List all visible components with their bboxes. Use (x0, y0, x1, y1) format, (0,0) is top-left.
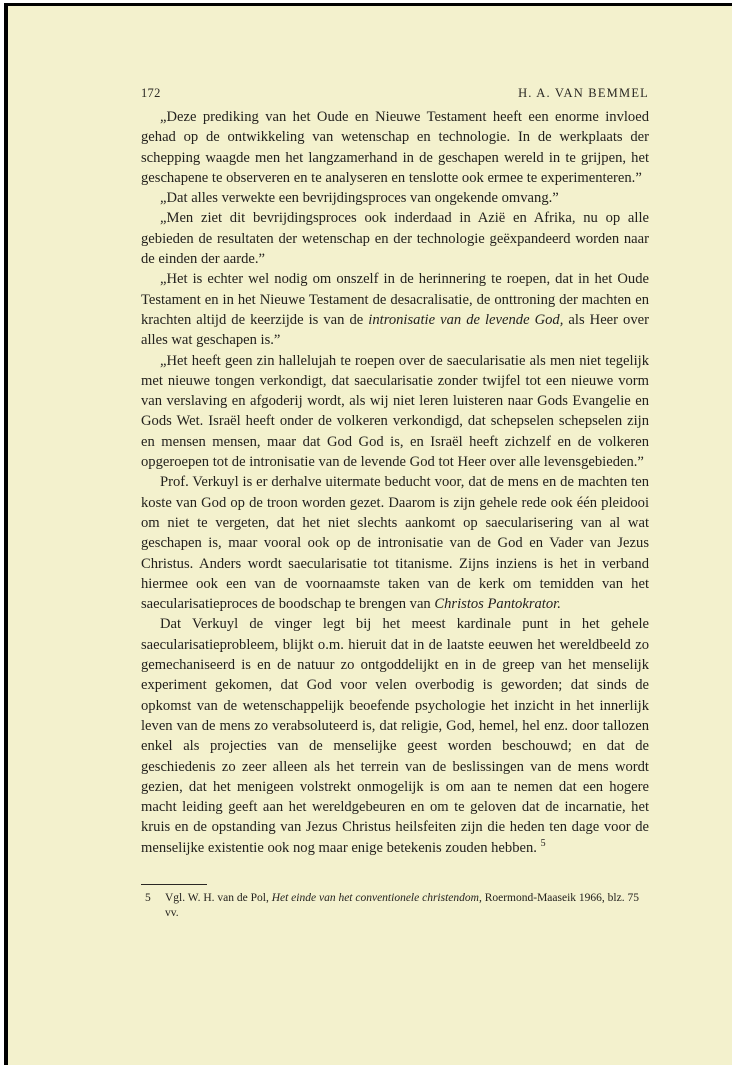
running-head: H. A. VAN BEMMEL (518, 86, 649, 100)
footnote-text-b: Roermond-Maaseik 1966, blz. 75 vv. (165, 892, 639, 919)
paragraph-6-italic: Christos Pantokrator. (434, 596, 561, 613)
page-header (141, 86, 649, 106)
paragraph-1: „Deze prediking van het Oude en Nieuwe Testament heeft een enorme invloed gehad op de ontwikkeling van wetenschap en technologie. In de werkplaats der schepping waagde men het langzamerhand in de geschapen wereld in te grijpen, het geschapene te observeren en te analyseren en tenslotte ook ermee te experimenteren.” (141, 109, 649, 186)
footnote-reference[interactable]: 5 (540, 837, 546, 849)
paragraph-6 (141, 472, 649, 614)
paragraph-4 (141, 269, 649, 350)
paragraph-4-italic: intronisatie van de levende God, (368, 311, 564, 328)
paragraph-6-text: Prof. Verkuyl is er derhalve uitermate beducht voor, dat de mens en de machten ten koste van God op de troon worden gezet. Daarom is zijn gehele rede ook één pleidooi om niet te vergeten, dat het niet slechts aankomt op saecularisering van al wat geschapen is, maar vooral ook op de intronisatie van de God en Vader van Jezus Christus. Anders wordt saecularisatie tot titanisme. Zijns inziens is het in verband hiermee ook een van de voornaamste taken van de kerk om temidden van het saecularisatieproces de boodschap te brengen van (141, 474, 649, 613)
page-number: 172 (141, 86, 161, 100)
paragraph-4-text-a: „Het is echter wel nodig om onszelf in de herinnering te roepen, dat in het Oude Testament en in het Nieuwe Testament de desacralisatie, de onttroning der machten en krachten altijd de keerzijde is van de (141, 271, 649, 328)
footnote-divider (141, 884, 207, 885)
footnote-number: 5 (145, 892, 151, 904)
paragraph-4-text-b: als Heer over alles wat geschapen is.” (141, 311, 649, 349)
body-text (141, 107, 649, 858)
paragraph-3: „Men ziet dit bevrijdingsproces ook inderdaad in Azië en Afrika, nu op alle gebieden de resultaten der wetenschap en der technologie geëxpandeerd worden naar de einden der aarde.” (141, 210, 649, 268)
footnote-italic-title: Het einde van het conventionele christendom, (271, 892, 482, 904)
paragraph-7-text: Dat Verkuyl de vinger legt bij het meest kardinale punt in het gehele saecularisatieprobleem, blijkt o.m. hieruit dat in de laatste eeuwen het wereldbeeld zo gemechaniseerd is en de natuur zo ontgoddelijkt en in de greep van het menselijk experiment gekomen, dat God voor velen overbodig is geworden; dat sinds de opkomst van de wetenschappelijk beoefende psychologie het inzicht in het innerlijk leven van de mens zo verabsoluteerd is, dat religie, God, hemel, hel enz. door tallozen enkel als projecties van de menselijke geest worden beschouwd; en dat de geschiedenis zo zeer alleen als het terrein van de beslissingen van de mens wordt gezien, dat het menigeen volstrekt onmogelijk is om aan te nemen dat een hogere macht leiding geeft aan het wereldgebeuren en om te geloven dat de incarnatie, het kruis en de opstanding van Jezus Christus heilsfeiten zijn die heden ten dage voor de menselijke existentie ook nog maar enige betekenis zouden hebben. (141, 616, 649, 856)
footnote-text-a: Vgl. W. H. van de Pol, (165, 892, 272, 904)
footnote (141, 891, 649, 921)
footnote-body (165, 891, 649, 921)
paragraph-5: „Het heeft geen zin hallelujah te roepen over de saecularisatie als men niet tegelijk met nieuwe tongen verkondigt, dat saecularisatie zonder twijfel tot een nieuwe vorm van verslaving en afgoderij wordt, als wij niet leren luisteren naar Gods Evangelie en Gods Wet. Israël heeft onder de volkeren verkondigd, dat schepselen schepselen zijn en mensen mensen, maar dat God God is, en Israël heeft zichzelf en de volkeren opgeroepen tot de intronisatie van de levende God tot Heer over alle levensgebieden.” (141, 352, 649, 471)
paragraph-7 (141, 614, 649, 858)
paragraph-2: „Dat alles verwekte een bevrijdingsproces van ongekende omvang.” (160, 190, 559, 207)
